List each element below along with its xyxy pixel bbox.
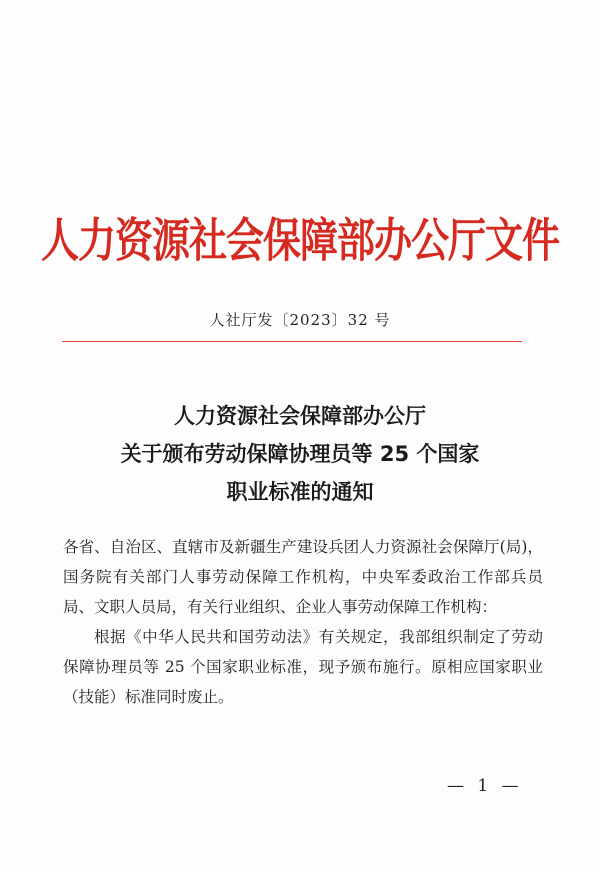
notice-title [0,397,600,511]
notice-body [63,532,543,712]
document-number: 人社厅发〔2023〕32 号 [209,311,391,329]
red-divider-line [62,341,522,342]
title-line-issuer: 人力资源社会保障部办公厅 [174,404,426,428]
body-paragraph: 根据《中华人民共和国劳动法》有关规定，我部组织制定了劳动保障协理员等 25 个国家职业标准，现予颁布施行。原相应国家职业（技能）标准同时废止。 [63,628,543,706]
page-number: — 1 — [447,776,523,796]
title-line-subject: 关于颁布劳动保障协理员等 25 个国家 [120,442,480,466]
title-line-subject-end: 职业标准的通知 [226,480,374,504]
document-masthead: 人力资源社会保障部办公厅文件 [40,213,559,268]
addressee-paragraph: 各省、自治区、直辖市及新疆生产建设兵团人力资源社会保障厅(局)，国务院有关部门人事劳动保障工作机构，中央军委政治工作部兵员局、文职人员局，有关行业组织、企业人事劳动保障工作机构： [63,538,543,616]
